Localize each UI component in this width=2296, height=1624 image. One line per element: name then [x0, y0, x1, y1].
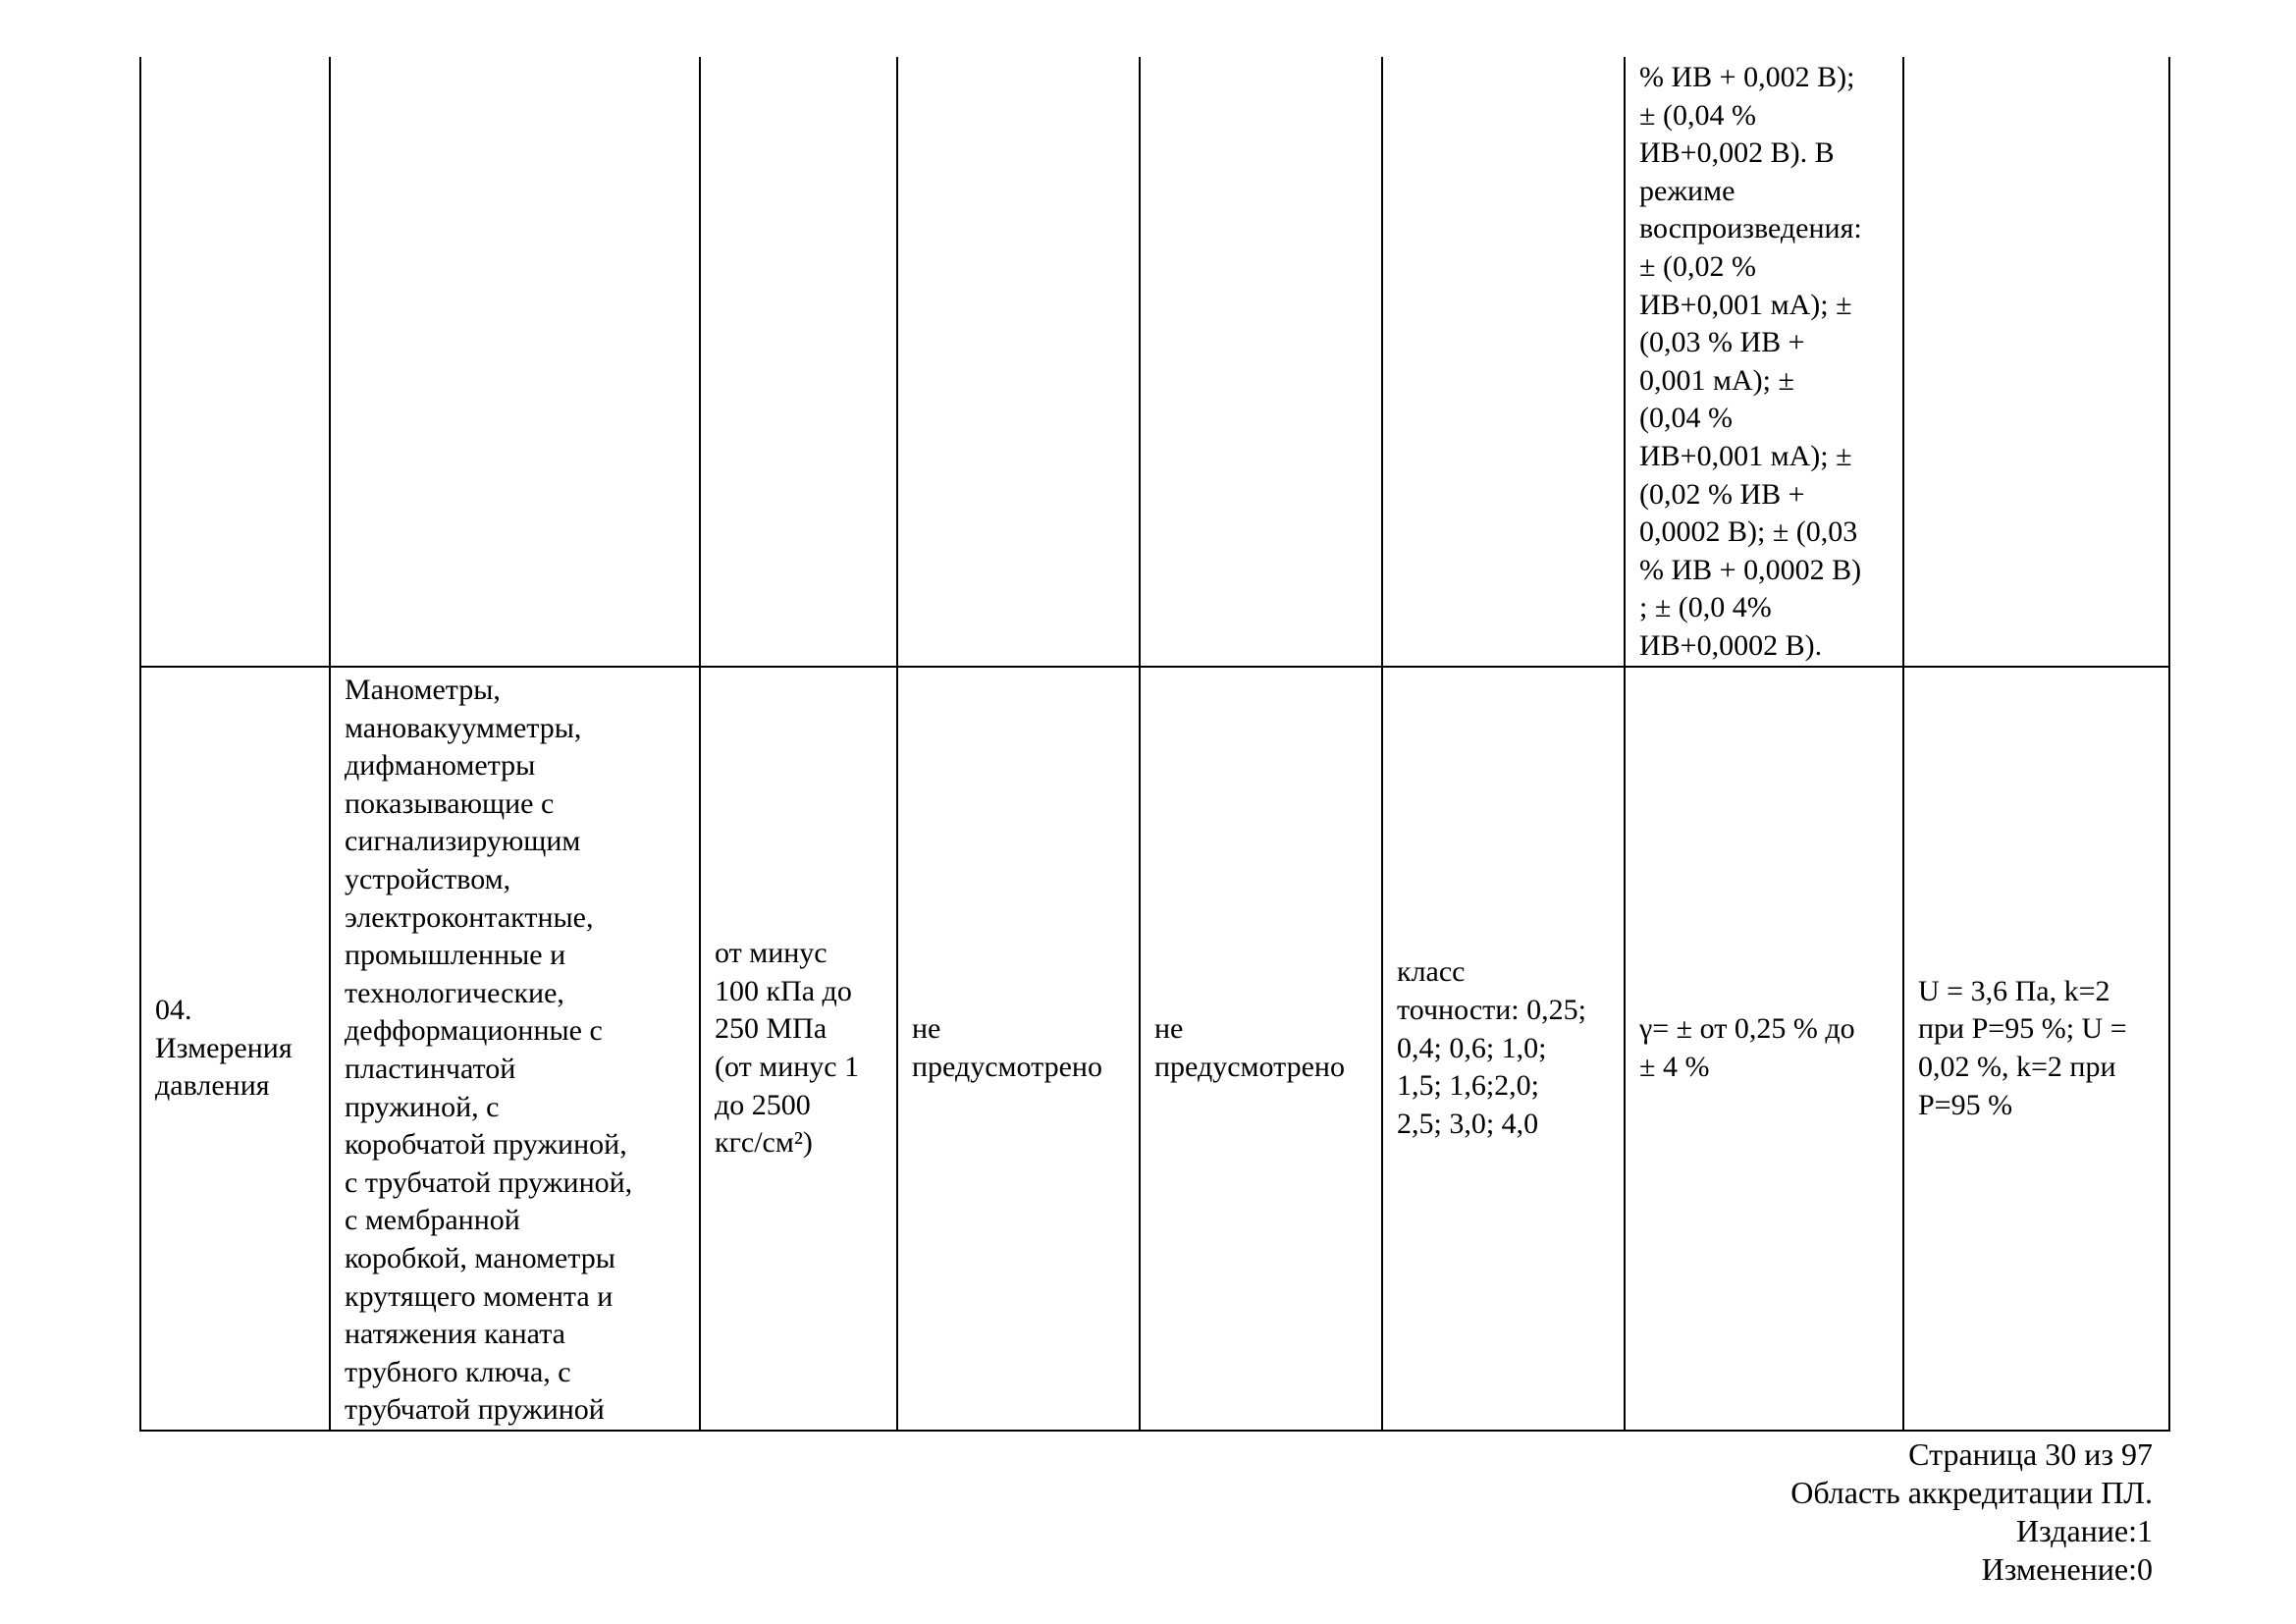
edition-number: Издание:1	[2016, 1513, 2153, 1548]
cell-tolerance-continued	[1625, 57, 1903, 667]
text-line: кгс/см²)	[715, 1126, 813, 1160]
text-line: с мембранной	[345, 1204, 520, 1237]
text-line: 0,0002 В); ± (0,03	[1639, 515, 1858, 549]
text-line: 0,001 мА); ±	[1639, 363, 1794, 397]
text-line: от минус	[715, 937, 828, 970]
text-line: Измерения	[155, 1031, 293, 1064]
text-line: 100 кПа до	[715, 974, 852, 1007]
text-line: 04.	[155, 994, 192, 1027]
text-line: ± 4 %	[1639, 1050, 1710, 1083]
page-footer	[1790, 1435, 2153, 1589]
text-line: (0,03 % ИВ +	[1639, 326, 1805, 359]
text-line: % ИВ + 0,0002 В)	[1639, 553, 1862, 586]
text-line: промышленные и	[345, 939, 566, 972]
text-line: крутящего момента и	[345, 1279, 614, 1313]
text-line: при P=95 %; U =	[1918, 1012, 2127, 1046]
cell-error-limits	[1625, 667, 1903, 1431]
continued-table-row	[140, 57, 2169, 667]
text-line: воспроизведения:	[1639, 212, 1862, 245]
text-line: предусмотрено	[912, 1050, 1102, 1083]
text-line: не	[1154, 1012, 1184, 1046]
cell-col5-continued	[1140, 57, 1382, 667]
text-line: (от минус 1	[715, 1050, 860, 1083]
text-line: γ= ± от 0,25 % до	[1639, 1012, 1855, 1046]
text-line: показывающие с	[345, 786, 555, 820]
text-line: 250 МПа	[715, 1012, 828, 1046]
text-line: 1,5; 1,6;2,0;	[1397, 1069, 1540, 1103]
text-line: трубного ключа, с	[345, 1355, 571, 1388]
text-line: электроконтактные,	[345, 900, 594, 934]
text-line: сигнализирующим	[345, 825, 581, 858]
change-number: Изменение:0	[1981, 1551, 2153, 1587]
text-line: ИВ+0,001 мА); ±	[1639, 439, 1852, 472]
text-line: ИВ+0,0002 В).	[1639, 628, 1823, 662]
text-line: технологические,	[345, 976, 564, 1009]
text-line: коробкой, манометры	[345, 1241, 615, 1274]
text-line: мановакуумметры,	[345, 711, 582, 744]
text-line: ИВ+0,001 мА); ±	[1639, 288, 1852, 321]
text-line: 2,5; 3,0; 4,0	[1397, 1107, 1539, 1140]
text-line: ИВ+0,002 В). В	[1639, 136, 1835, 170]
text-line: P=95 %	[1918, 1088, 2013, 1121]
cell-uncertainty	[1903, 667, 2169, 1431]
text-line: ± (0,04 %	[1639, 98, 1756, 132]
text-line: коробчатой пружиной,	[345, 1128, 627, 1162]
text-line: натяжения каната	[345, 1318, 565, 1351]
text-line: трубчатой пружиной	[345, 1393, 605, 1427]
cell-instrument	[330, 667, 700, 1431]
text-line: U = 3,6 Па, k=2	[1918, 974, 2110, 1007]
cell-instrument-continued	[330, 57, 700, 667]
text-line: 0,4; 0,6; 1,0;	[1397, 1031, 1547, 1064]
text-line: пластинчатой	[345, 1052, 516, 1085]
text-line: ± (0,02 %	[1639, 249, 1756, 283]
accreditation-scope: Область аккредитации ПЛ.	[1790, 1475, 2153, 1510]
text-line: % ИВ + 0,002 В);	[1639, 61, 1855, 93]
text-line: пружиной, с	[345, 1090, 500, 1123]
text-line: ; ± (0,0 4%	[1639, 591, 1772, 624]
cell-uncertainty-continued	[1903, 57, 2169, 667]
cell-category-continued	[140, 57, 330, 667]
text-line: (0,04 %	[1639, 402, 1733, 435]
cell-range	[700, 667, 897, 1431]
text-line: дифманометры	[345, 749, 536, 783]
page-number: Страница 30 из 97	[1908, 1436, 2153, 1472]
cell-class-continued	[1382, 57, 1625, 667]
cell-range-continued	[700, 57, 897, 667]
cell-accuracy-class	[1382, 667, 1625, 1431]
text-line: (0,02 % ИВ +	[1639, 477, 1805, 511]
text-line: Манометры,	[345, 674, 501, 706]
text-line: с трубчатой пружиной,	[345, 1165, 633, 1199]
text-line: давления	[155, 1069, 270, 1103]
text-line: режиме	[1639, 174, 1735, 207]
text-line: до 2500	[715, 1088, 811, 1121]
table-row-pressure	[140, 667, 2169, 1431]
cell-col4	[897, 667, 1140, 1431]
text-line: дефформационные с	[345, 1014, 603, 1048]
text-line: не	[912, 1012, 941, 1046]
text-line: 0,02 %, k=2 при	[1918, 1050, 2116, 1083]
text-line: класс	[1397, 955, 1466, 989]
text-line: точности: 0,25;	[1397, 994, 1586, 1027]
text-line: устройством,	[345, 862, 511, 895]
text-line: предусмотрено	[1154, 1050, 1345, 1083]
cell-col5	[1140, 667, 1382, 1431]
accreditation-table	[139, 57, 2170, 1432]
cell-col4-continued	[897, 57, 1140, 667]
cell-category	[140, 667, 330, 1431]
